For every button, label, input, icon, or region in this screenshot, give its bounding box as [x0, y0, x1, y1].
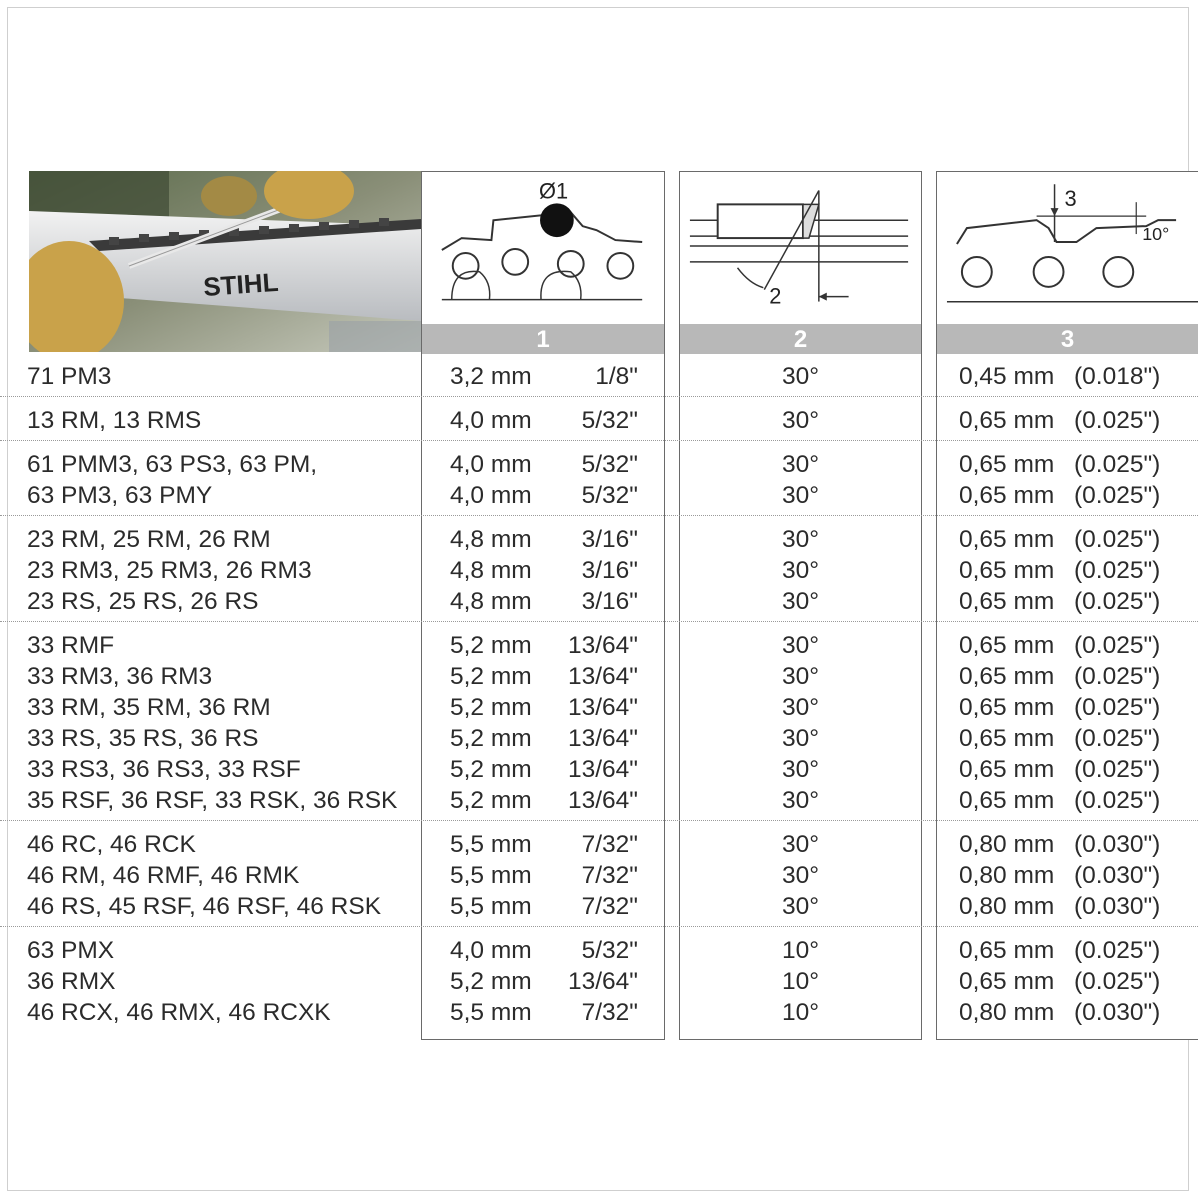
file-diameter-mm: 4,8 mm [450, 526, 532, 553]
row-group [0, 927, 1198, 1032]
depth-gauge-inch: (0.025") [1074, 451, 1161, 478]
depth-gauge-mm: 0,65 mm [959, 663, 1055, 690]
depth-gauge-mm: 0,65 mm [959, 632, 1055, 659]
depth-gauge-mm: 0,65 mm [959, 407, 1055, 434]
file-diameter-diagram [422, 172, 664, 324]
depth-gauge-mm: 0,65 mm [959, 937, 1055, 964]
depth-gauge-inch: (0.025") [1074, 937, 1161, 964]
file-angle: 30° [781, 787, 820, 814]
depth-gauge-inch: (0.030") [1074, 893, 1161, 920]
model-name: 35 RSF, 36 RSF, 33 RSK, 36 RSK [27, 787, 398, 814]
model-name: 13 RM, 13 RMS [27, 407, 202, 434]
depth-gauge-mm: 0,65 mm [959, 968, 1055, 995]
depth-gauge-mm: 0,45 mm [959, 363, 1055, 390]
model-name: 61 PMM3, 63 PS3, 63 PM, [27, 451, 318, 478]
model-name: 46 RCX, 46 RMX, 46 RCXK [27, 999, 331, 1026]
model-name: 23 RM, 25 RM, 26 RM [27, 526, 271, 553]
table-row [0, 889, 1198, 920]
file-diameter-inch: 5/32" [581, 407, 638, 434]
file-diameter-mm: 4,0 mm [450, 451, 532, 478]
file-diameter-inch: 7/32" [581, 893, 638, 920]
depth-gauge-mm: 0,65 mm [959, 557, 1055, 584]
file-diameter-mm: 5,2 mm [450, 787, 532, 814]
table-row [0, 783, 1198, 814]
column-number-2: 2 [680, 324, 921, 354]
file-diameter-inch: 3/16" [581, 526, 638, 553]
file-diameter-inch: 7/32" [581, 862, 638, 889]
file-diameter-inch: 13/64" [567, 756, 638, 783]
depth-gauge-inch: (0.025") [1074, 482, 1161, 509]
photo-brand-text: STIHL [202, 266, 280, 302]
file-angle: 30° [781, 526, 820, 553]
depth-gauge-inch: (0.025") [1074, 557, 1161, 584]
depth-gauge-mm: 0,80 mm [959, 831, 1055, 858]
depth-gauge-mm: 0,65 mm [959, 694, 1055, 721]
depth-gauge-mm: 0,65 mm [959, 526, 1055, 553]
file-angle: 30° [781, 893, 820, 920]
table-row [0, 628, 1198, 659]
file-angle: 30° [781, 694, 820, 721]
file-angle: 30° [781, 862, 820, 889]
file-diameter-inch: 7/32" [581, 831, 638, 858]
column-number-3: 3 [937, 324, 1198, 354]
model-name: 46 RC, 46 RCK [27, 831, 196, 858]
file-angle: 30° [781, 663, 820, 690]
file-diameter-mm: 4,8 mm [450, 557, 532, 584]
depth-gauge-mm: 0,80 mm [959, 862, 1055, 889]
table-row [0, 752, 1198, 783]
file-diameter-inch: 3/16" [581, 557, 638, 584]
depth-gauge-inch: (0.025") [1074, 663, 1161, 690]
table-row [0, 478, 1198, 509]
file-diameter-mm: 5,2 mm [450, 756, 532, 783]
depth-gauge-mm: 0,65 mm [959, 756, 1055, 783]
file-diameter-mm: 5,5 mm [450, 893, 532, 920]
table-row [0, 522, 1198, 553]
file-diameter-mm: 5,2 mm [450, 663, 532, 690]
file-diameter-inch: 1/8" [595, 363, 638, 390]
table-row [0, 403, 1198, 434]
model-name: 33 RM3, 36 RM3 [27, 663, 213, 690]
file-angle: 30° [781, 588, 820, 615]
file-angle: 30° [781, 557, 820, 584]
depth-gauge-mm: 0,65 mm [959, 787, 1055, 814]
file-angle: 30° [781, 407, 820, 434]
file-angle: 10° [781, 999, 820, 1026]
file-diameter-inch: 5/32" [581, 482, 638, 509]
row-group [0, 622, 1198, 821]
model-name: 23 RM3, 25 RM3, 26 RM3 [27, 557, 312, 584]
file-angle: 10° [781, 968, 820, 995]
file-diameter-mm: 5,5 mm [450, 831, 532, 858]
file-angle: 30° [781, 451, 820, 478]
file-diameter-mm: 5,5 mm [450, 999, 532, 1026]
file-diameter-mm: 5,2 mm [450, 725, 532, 752]
model-name: 33 RS, 35 RS, 36 RS [27, 725, 259, 752]
table-row [0, 721, 1198, 752]
row-group [0, 516, 1198, 622]
file-diameter-inch: 13/64" [567, 694, 638, 721]
diagram-label-depth-angle: 10° [1142, 224, 1170, 245]
row-group [0, 441, 1198, 516]
model-name: 46 RM, 46 RMF, 46 RMK [27, 862, 300, 889]
file-diameter-mm: 5,5 mm [450, 862, 532, 889]
depth-gauge-inch: (0.018") [1074, 363, 1161, 390]
depth-gauge-inch: (0.030") [1074, 862, 1161, 889]
table-row [0, 584, 1198, 615]
file-angle: 30° [781, 831, 820, 858]
sharpening-photo [29, 171, 421, 352]
table-row [0, 553, 1198, 584]
depth-gauge-inch: (0.025") [1074, 588, 1161, 615]
file-angle: 10° [781, 937, 820, 964]
file-diameter-mm: 4,0 mm [450, 937, 532, 964]
model-name: 63 PMX [27, 937, 115, 964]
table-row [0, 827, 1198, 858]
file-diameter-mm: 4,0 mm [450, 407, 532, 434]
depth-gauge-inch: (0.025") [1074, 407, 1161, 434]
depth-gauge-inch: (0.025") [1074, 968, 1161, 995]
table-row [0, 964, 1198, 995]
model-name: 46 RS, 45 RSF, 46 RSF, 46 RSK [27, 893, 382, 920]
table-row [0, 359, 1198, 390]
diagram-label-depth: 3 [1064, 186, 1077, 212]
depth-gauge-inch: (0.030") [1074, 831, 1161, 858]
model-name: 36 RMX [27, 968, 116, 995]
diagram-label-diameter: Ø1 [539, 178, 569, 204]
table-row [0, 858, 1198, 889]
file-angle: 30° [781, 756, 820, 783]
model-name: 33 RM, 35 RM, 36 RM [27, 694, 271, 721]
file-diameter-inch: 5/32" [581, 451, 638, 478]
depth-gauge-inch: (0.025") [1074, 632, 1161, 659]
file-angle: 30° [781, 482, 820, 509]
depth-gauge-mm: 0,80 mm [959, 893, 1055, 920]
file-diameter-mm: 3,2 mm [450, 363, 532, 390]
table-row [0, 933, 1198, 964]
file-diameter-mm: 5,2 mm [450, 968, 532, 995]
depth-gauge-mm: 0,65 mm [959, 588, 1055, 615]
model-name: 33 RMF [27, 632, 115, 659]
model-name: 23 RS, 25 RS, 26 RS [27, 588, 259, 615]
depth-gauge-inch: (0.025") [1074, 694, 1161, 721]
depth-gauge-inch: (0.025") [1074, 725, 1161, 752]
row-group [0, 359, 1198, 397]
table-row [0, 447, 1198, 478]
file-diameter-inch: 3/16" [581, 588, 638, 615]
file-angle: 30° [781, 725, 820, 752]
file-angle: 30° [781, 363, 820, 390]
file-diameter-inch: 13/64" [567, 632, 638, 659]
column-number-1: 1 [422, 324, 664, 354]
file-diameter-inch: 13/64" [567, 663, 638, 690]
table-row [0, 690, 1198, 721]
row-group [0, 821, 1198, 927]
file-diameter-inch: 7/32" [581, 999, 638, 1026]
depth-gauge-mm: 0,65 mm [959, 482, 1055, 509]
file-diameter-inch: 13/64" [567, 787, 638, 814]
file-diameter-mm: 4,8 mm [450, 588, 532, 615]
file-diameter-inch: 13/64" [567, 725, 638, 752]
diagram-label-angle: 2 [769, 283, 782, 309]
depth-gauge-inch: (0.025") [1074, 787, 1161, 814]
row-group [0, 397, 1198, 441]
model-name: 71 PM3 [27, 363, 112, 390]
depth-gauge-inch: (0.025") [1074, 526, 1161, 553]
file-diameter-inch: 5/32" [581, 937, 638, 964]
model-name: 33 RS3, 36 RS3, 33 RSF [27, 756, 301, 783]
file-diameter-mm: 5,2 mm [450, 632, 532, 659]
file-diameter-mm: 5,2 mm [450, 694, 532, 721]
chain-table [0, 359, 1198, 1032]
file-angle-diagram [680, 172, 921, 324]
model-name: 63 PM3, 63 PMY [27, 482, 213, 509]
depth-gauge-inch: (0.030") [1074, 999, 1161, 1026]
depth-gauge-diagram [937, 172, 1198, 324]
file-angle: 30° [781, 632, 820, 659]
table-row [0, 659, 1198, 690]
file-diameter-inch: 13/64" [567, 968, 638, 995]
depth-gauge-mm: 0,65 mm [959, 725, 1055, 752]
depth-gauge-inch: (0.025") [1074, 756, 1161, 783]
table-row [0, 995, 1198, 1026]
depth-gauge-mm: 0,65 mm [959, 451, 1055, 478]
file-diameter-mm: 4,0 mm [450, 482, 532, 509]
depth-gauge-mm: 0,80 mm [959, 999, 1055, 1026]
